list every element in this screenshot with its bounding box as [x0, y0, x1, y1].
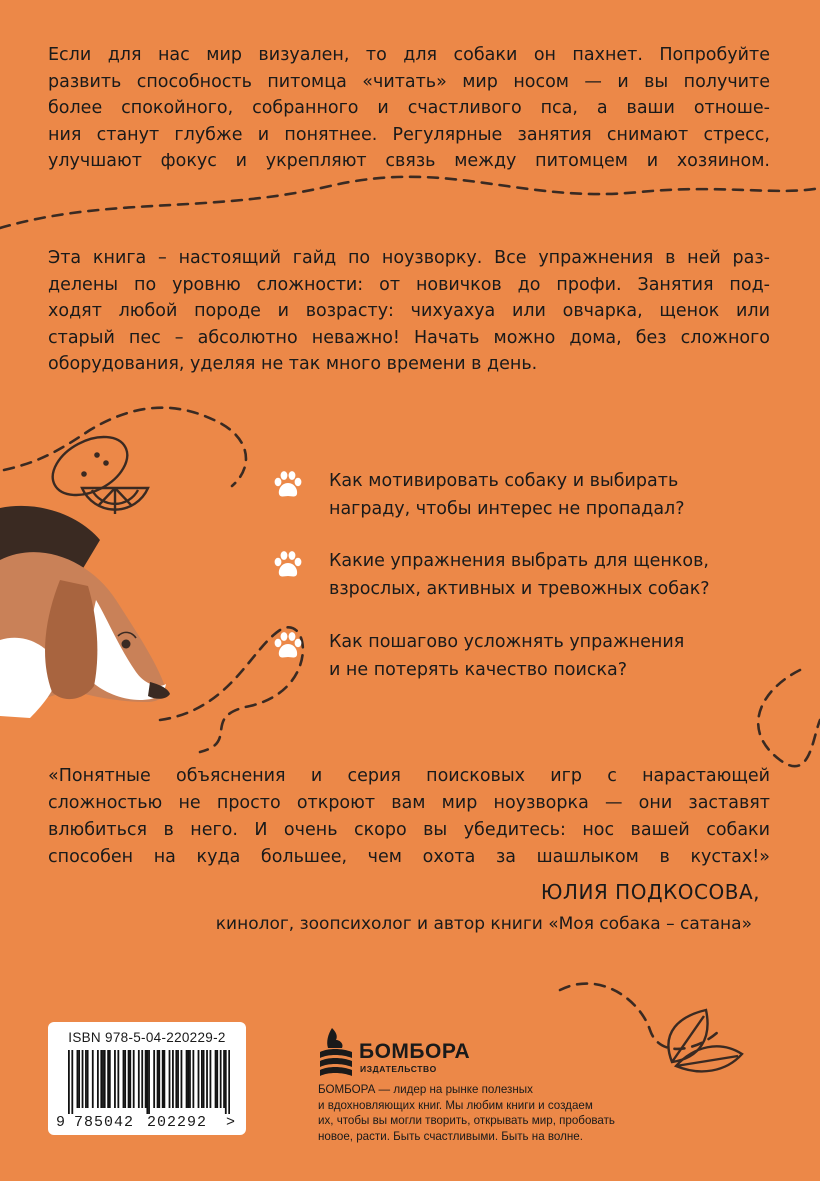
about-line: ходят любой породе и возрасту: чихуахуа или овчарка, щенок или [48, 301, 770, 321]
barcode-bar [220, 1050, 222, 1108]
barcode-bars [68, 1050, 230, 1114]
barcode-first-digit: 9 [56, 1114, 66, 1131]
publisher-line: новое, расти. Быть счастливыми. Быть на волне. [318, 1129, 583, 1143]
barcode-bar [124, 1050, 126, 1108]
leaf-icon [668, 1010, 742, 1071]
intro-paragraph [48, 42, 770, 175]
barcode-digit-group: 785042 [74, 1114, 135, 1131]
barcode-bar [192, 1050, 194, 1108]
barcode-bar [97, 1050, 99, 1108]
barcode-bar [77, 1050, 79, 1108]
intro-line: развить способность питомца «читать» мир носом — и вы получите [48, 71, 770, 92]
about-paragraph [48, 245, 770, 378]
barcode-bar [186, 1050, 188, 1108]
barcode-bar [104, 1050, 106, 1108]
quote-line: «Понятные объяснения и серия поисковых игр с нарастающей [48, 766, 770, 786]
barcode-bar [201, 1050, 203, 1108]
barcode-digits [48, 1114, 246, 1134]
barcode-bar [163, 1050, 165, 1108]
review-quote [48, 763, 770, 871]
barcode-bar [225, 1050, 227, 1114]
barcode-bar [78, 1050, 80, 1108]
barcode-bar [82, 1050, 84, 1108]
barcode-bar [175, 1050, 177, 1108]
publisher-line: БОМБОРА — лидер на рынке полезных [318, 1083, 533, 1096]
isbn-number: ISBN 978-5-04-220229-2 [68, 1030, 226, 1045]
barcode-bar [189, 1050, 191, 1108]
barcode-bar [92, 1050, 94, 1108]
intro-line: ния станут глубже и понятнее. Регулярные занятия снимают стресс, [48, 124, 770, 145]
dashed-trail-right [758, 670, 820, 766]
paw-icon [272, 549, 304, 581]
publisher-logo [318, 1026, 478, 1082]
barcode-bar [138, 1050, 140, 1108]
barcode-bar [114, 1050, 116, 1108]
bullet-line: взрослых, активных и тревожных собак? [329, 579, 710, 599]
barcode-bar [107, 1050, 109, 1108]
barcode-bar [87, 1050, 89, 1108]
quote-author-description: кинолог, зоопсихолог и автор книги «Моя собака – сатана» [215, 914, 752, 934]
publisher-logo-subtitle: ИЗДАТЕЛЬСТВО [360, 1064, 437, 1074]
barcode-bar [187, 1050, 189, 1108]
barcode-bar [181, 1050, 183, 1108]
paw-icon [272, 630, 304, 662]
about-line: старый пес – абсолютно неважно! Начать можно дома, без сложного [48, 327, 770, 348]
quote-line: влюбиться в него. И очень скоро вы убедитесь: нос вашей собаки [48, 820, 770, 840]
bullet-text [329, 467, 769, 523]
bullet-line: Как мотивировать собаку и выбирать [329, 471, 679, 491]
barcode-bar [141, 1050, 143, 1108]
about-line: Эта книга – настоящий гайд по ноузворку. Все упражнения в ней раз- [48, 248, 770, 268]
intro-line: Если для нас мир визуален, то для собаки он пахнет. Попробуйте [48, 45, 770, 65]
barcode-digit-group: 202292 [147, 1114, 208, 1131]
barcode-bar [133, 1050, 135, 1108]
bullet-line: и не потерять качество поиска? [329, 660, 628, 680]
barcode-bar [117, 1050, 119, 1108]
intro-line: более спокойного, собранного и счастливого пса, а ваши отноше- [48, 98, 770, 118]
beagle-illustration [0, 506, 170, 718]
barcode-bar [157, 1050, 159, 1108]
bullet-text [329, 547, 769, 603]
barcode-bar [177, 1050, 179, 1108]
barcode-bar [85, 1050, 87, 1108]
barcode-bar [68, 1050, 70, 1114]
dashed-trail-bottom [560, 984, 720, 1049]
barcode-panel [48, 1022, 246, 1135]
about-line: оборудования, уделяя не так много времени в день. [48, 354, 538, 374]
orange-slice-icon [82, 488, 148, 514]
bullet-text [329, 628, 769, 684]
about-line: делены по уровню сложности: от новичков до профи. Занятия под- [48, 274, 770, 295]
barcode-bar [216, 1050, 218, 1108]
publisher-line: их, чтобы вы могли творить, открывать мир, пробовать [318, 1114, 615, 1127]
barcode-bar [210, 1050, 212, 1108]
barcode-bar [172, 1050, 174, 1108]
quote-author: ЮЛИЯ ПОДКОСОВА, [540, 880, 760, 904]
barcode-bar [129, 1050, 131, 1108]
barcode-bar [153, 1050, 155, 1108]
bullet-line: Как пошагово усложнять упражнения [329, 632, 685, 652]
barcode-bar [123, 1050, 125, 1108]
publisher-logo-name: БОМБОРА [359, 1040, 471, 1063]
paw-icon [272, 469, 304, 501]
barcode-bar [223, 1050, 225, 1108]
barcode-bar [169, 1050, 171, 1108]
barcode-bar [102, 1050, 104, 1108]
barcode-bar [158, 1050, 160, 1108]
barcode-bar [215, 1050, 217, 1108]
lemon-icon [43, 425, 137, 507]
publisher-line: и вдохновляющих книг. Мы любим книги и создаем [318, 1098, 593, 1112]
quote-line: сложностью не просто откроют вам мир ноузворка — они заставят [48, 793, 770, 813]
barcode-bar [203, 1050, 205, 1108]
quote-line: способен на куда большее, чем охота за шашлыком в кустах!» [48, 847, 770, 867]
barcode-arrow: > [226, 1114, 236, 1131]
barcode-bar [145, 1050, 147, 1108]
bombora-wave-icon [318, 1026, 354, 1078]
barcode-bar [198, 1050, 200, 1108]
publisher-description [318, 1082, 658, 1144]
bullet-line: Какие упражнения выбрать для щенков, [329, 551, 709, 571]
dashed-trail-top [0, 177, 820, 228]
barcode-bar [146, 1050, 148, 1114]
barcode-bar [206, 1050, 208, 1108]
barcode-bar [71, 1050, 73, 1114]
barcode-bar [100, 1050, 102, 1108]
barcode-bar [162, 1050, 164, 1108]
barcode-bar [228, 1050, 230, 1114]
barcode-bar [128, 1050, 130, 1108]
intro-line: улучшают фокус и укрепляют связь между питомцем и хозяином. [48, 151, 770, 171]
bullet-line: награду, чтобы интерес не пропадал? [329, 499, 685, 519]
barcode-bar [109, 1050, 111, 1108]
barcode-bar [148, 1050, 150, 1114]
